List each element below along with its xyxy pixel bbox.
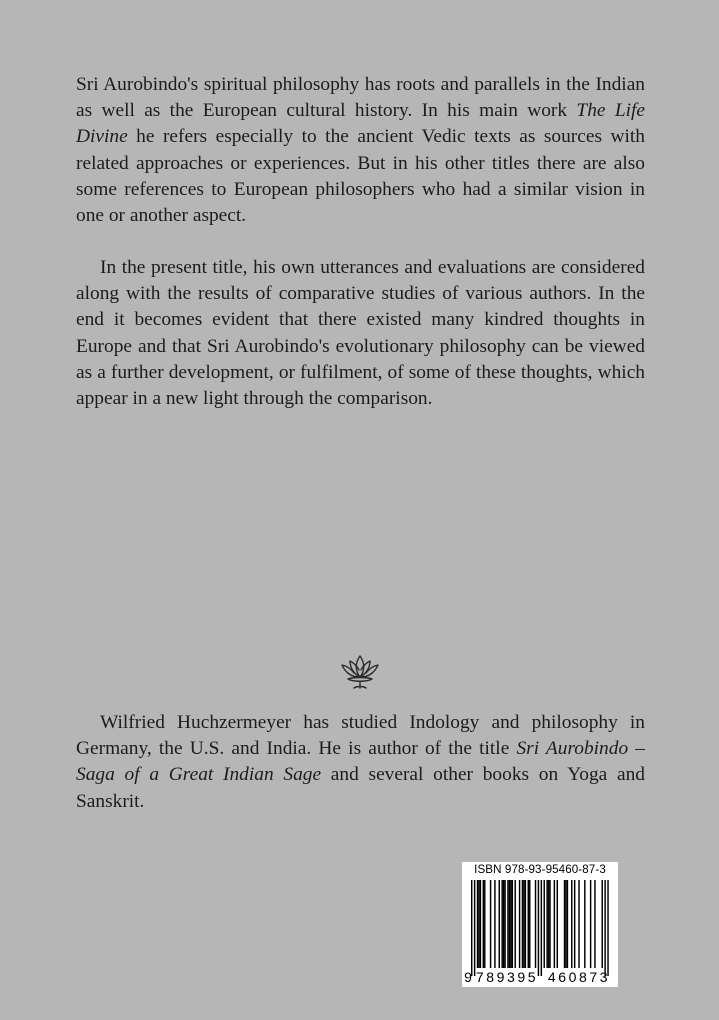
barcode-bar	[554, 880, 555, 968]
barcode-bar	[565, 880, 566, 968]
description-paragraph-2: In the present title, his own utterances and evaluations are considered along with the results of comparative studies of various authors. In the end it becomes evident that there existed many kindred thoughts in Europe and that Sri Aurobindo's evolutionary philosophy can be viewed as a further development, or fulfilment, of some of these thoughts, which appear in a new light through the comparison.	[76, 257, 645, 410]
barcode-bar	[471, 880, 472, 976]
barcode-lead-digit: 9	[464, 969, 472, 985]
barcode-bar	[512, 880, 513, 968]
barcode-bar	[525, 880, 526, 968]
barcode-bar	[483, 880, 484, 968]
barcode-bar	[503, 880, 504, 968]
barcode-bar	[541, 880, 542, 976]
barcode-bar	[538, 880, 539, 976]
barcode-bar	[509, 880, 510, 968]
barcode-bar	[590, 880, 591, 968]
barcode-bar	[571, 880, 572, 968]
barcode-bar	[602, 880, 603, 968]
barcode-bar	[528, 880, 529, 968]
barcode-bar	[515, 880, 516, 968]
barcode-bar	[607, 880, 608, 976]
barcode-bar	[567, 880, 568, 968]
barcode-bar	[501, 880, 502, 968]
barcode-bar	[494, 880, 495, 968]
barcode-bar	[519, 880, 520, 968]
barcode-bar	[499, 880, 500, 968]
barcode-bar	[477, 880, 478, 968]
barcode-right-digits: 460873	[547, 969, 611, 985]
work-title-life-divine: The Life Divine	[76, 100, 645, 148]
barcode-bar	[522, 880, 523, 968]
barcode-bar	[564, 880, 565, 968]
barcode-bar	[574, 880, 575, 968]
barcode-bar	[474, 880, 475, 976]
barcode-bar	[484, 880, 485, 968]
barcode-bar	[604, 880, 605, 976]
isbn-label: ISBN 978-93-95460-87-3	[474, 863, 606, 876]
barcode-bar	[504, 880, 505, 968]
barcode-bar	[548, 880, 549, 968]
barcode-bar	[535, 880, 536, 968]
barcode-bar	[480, 880, 481, 968]
barcode-bar	[594, 880, 595, 968]
barcode-bar	[510, 880, 511, 968]
barcode-bar	[584, 880, 585, 968]
barcode-bar	[578, 880, 579, 968]
barcode-bar	[507, 880, 508, 968]
barcode-bar	[557, 880, 558, 968]
barcode-left-digits: 789395	[475, 969, 539, 985]
barcode-bar	[549, 880, 550, 968]
description-paragraph-1: Sri Aurobindo's spiritual philosophy has roots and parallels in the Indian as well as the European cultural history. In his main work The Life Divine he refers especially to the ancient Vedic texts as sources with related approaches or experiences. But in his other titles there are also some references to European philosophers who had a similar vision in one or another aspect.	[76, 74, 645, 227]
barcode-bar	[546, 880, 547, 968]
barcode-bar	[478, 880, 479, 968]
isbn-barcode	[462, 862, 618, 987]
barcode-bar	[490, 880, 491, 968]
barcode-bar	[523, 880, 524, 968]
author-bio: Wilfried Huchzermeyer has studied Indology and philosophy in Germany, the U.S. and India. He is author of the title Sri Aurobindo – Saga of a Great Indian Sage and several other books on Yoga and Sanskrit.	[76, 712, 645, 812]
lotus-icon	[338, 652, 382, 692]
barcode-bar	[529, 880, 530, 968]
barcode-bar	[544, 880, 545, 968]
book-title-saga: Sri Aurobindo – Saga of a Great Indian Sage	[76, 738, 645, 786]
